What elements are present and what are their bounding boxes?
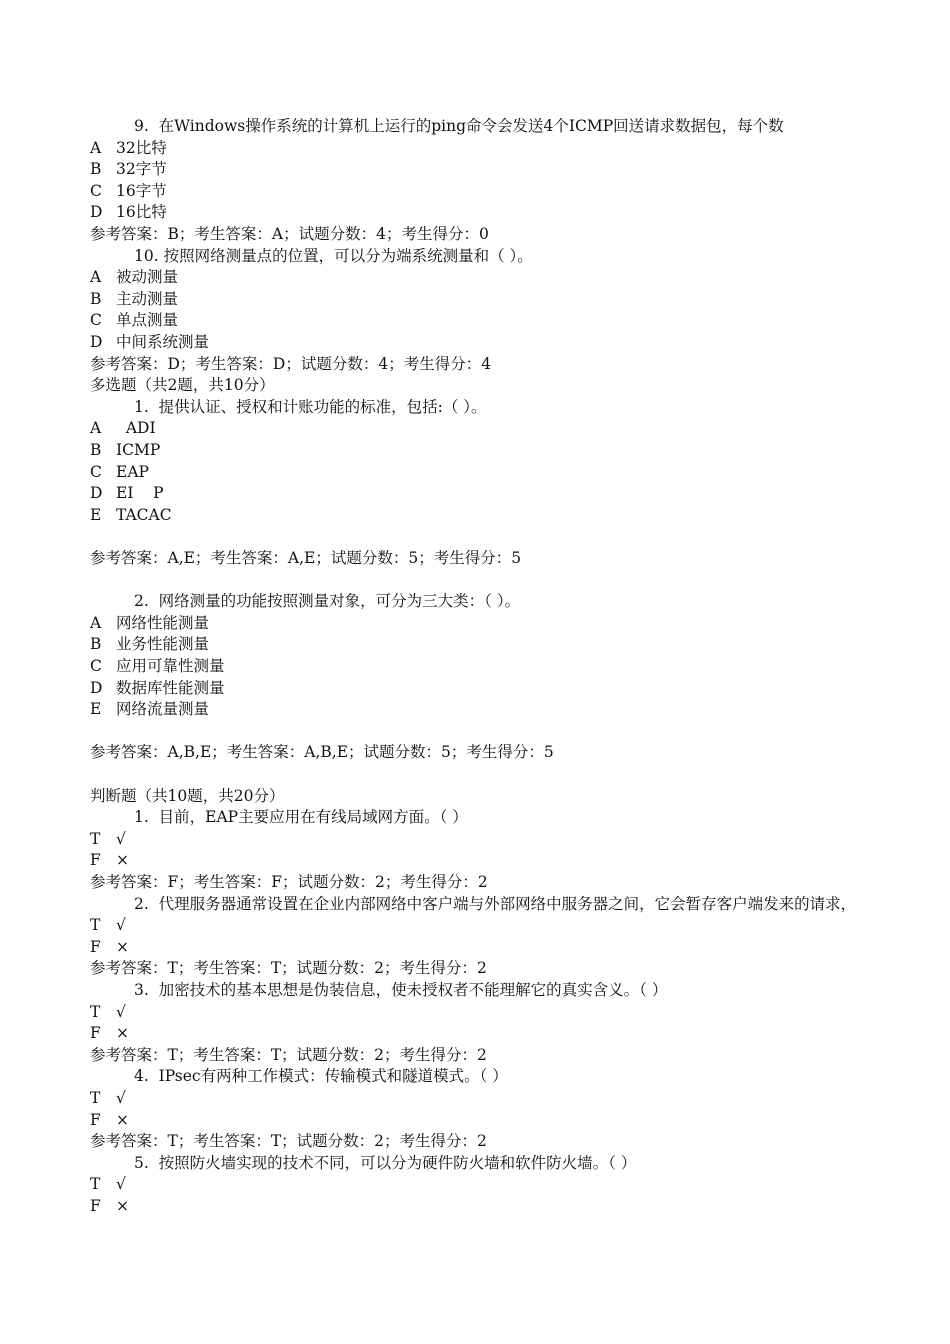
option-key: D [90,484,103,503]
option-text: 业务性能测量 [116,635,210,654]
option-row [90,634,209,654]
option-row [90,1002,126,1022]
option-text: √ [116,1089,126,1107]
option-text: ICMP [116,441,161,459]
option-row [90,1023,129,1043]
question-text [134,116,784,136]
option-key: B [90,635,102,654]
line-text: 判断题（共10题，共20分） [90,786,285,805]
option-row [90,699,209,719]
option-row [90,1088,126,1108]
option-row [90,1174,126,1194]
option-row [90,656,225,676]
option-text: 32比特 [116,138,167,157]
section-heading [90,375,275,395]
line-text: 2. 代理服务器通常设置在企业内部网络中客户端与外部网络中服务器之间，它会暂存客户端发来的请求， [134,894,857,913]
option-key: D [90,203,103,222]
line-text: 参考答案：A,E；考生答案：A,E；试题分数：5；考生得分：5 [90,549,522,567]
option-key: F [90,851,101,870]
option-key: T [90,916,101,935]
question-text [134,894,856,914]
option-key: A [90,138,102,157]
answer-line [90,1131,487,1151]
option-text: EI P [116,484,164,503]
option-key: T [90,1002,101,1021]
option-key: C [90,657,102,675]
option-row [90,678,225,698]
option-text: 应用可靠性测量 [116,657,225,675]
option-text: √ [116,1175,126,1194]
option-key: T [90,1089,101,1107]
option-text: × [116,937,129,956]
option-row [90,440,160,460]
option-row [90,332,209,352]
option-text: 网络性能测量 [116,613,210,632]
option-text: EAP [116,462,149,481]
option-text: 网络流量测量 [116,700,210,719]
question-text [134,591,520,611]
question-text [134,1066,508,1086]
option-key: C [90,181,102,200]
line-text: 参考答案：T；考生答案：T；试题分数：2；考生得分：2 [90,1132,487,1151]
option-row [90,937,129,957]
option-text: 被动测量 [116,268,179,287]
option-text: 32字节 [116,160,167,179]
option-row [90,159,167,179]
line-text: 2. 网络测量的功能按照测量对象，可分为三大类：（ ）。 [134,592,521,611]
answer-line [90,224,489,244]
option-text: √ [116,829,126,848]
option-key: D [90,678,103,697]
line-text: 多选题（共2题，共10分） [90,376,275,395]
line-text: 参考答案：F；考生答案：F；试题分数：2；考生得分：2 [90,873,488,891]
option-key: E [90,700,102,719]
line-text: 参考答案：A,B,E；考生答案：A,B,E；试题分数：5；考生得分：5 [90,743,554,762]
option-row [90,1110,129,1130]
option-text: × [116,1024,129,1043]
option-text: × [116,1197,129,1215]
question-text [134,1153,636,1173]
option-row [90,850,129,870]
option-row [90,505,172,525]
section-heading [90,786,284,806]
question-text [134,397,487,417]
answer-line [90,872,488,892]
line-text: 3. 加密技术的基本思想是伪装信息，使未授权者不能理解它的真实含义。（ ） [134,981,668,999]
option-row [90,310,178,330]
option-key: F [90,937,101,956]
option-text: √ [116,1002,126,1021]
question-text [134,980,667,1000]
option-text: ADI [116,419,156,438]
option-row [90,915,126,935]
option-row [90,829,126,849]
line-text: 4. IPsec有两种工作模式：传输模式和隧道模式。（ ） [134,1067,508,1086]
option-text: × [116,1110,129,1129]
option-text: × [116,851,129,870]
option-row [90,181,167,201]
line-text: 参考答案：B；考生答案：A；试题分数：4；考生得分：0 [90,225,489,243]
option-key: E [90,505,102,524]
option-row [90,418,156,438]
option-key: F [90,1024,101,1043]
option-text: TACAC [116,505,172,524]
answer-line [90,548,521,568]
option-key: A [90,613,102,632]
line-text: 1. 提供认证、授权和计账功能的标准，包括:（ ）。 [134,397,487,416]
option-row [90,267,178,287]
option-key: T [90,1175,101,1194]
answer-line [90,958,487,978]
option-row [90,289,178,309]
option-text: 中间系统测量 [116,333,210,351]
option-row [90,202,167,222]
option-row [90,483,164,503]
option-key: F [90,1110,101,1129]
option-text: 16比特 [116,203,167,222]
option-key: B [90,441,102,459]
option-key: C [90,311,102,330]
answer-line [90,1045,487,1065]
option-key: B [90,289,102,308]
option-key: A [90,268,102,287]
line-text: 参考答案：D；考生答案：D；试题分数：4；考生得分：4 [90,354,492,373]
line-text: 1. 目前，EAP主要应用在有线局域网方面。（ ） [134,808,468,827]
option-row [90,1196,129,1216]
option-text: 16字节 [116,181,167,200]
option-key: D [90,333,103,351]
answer-line [90,742,554,762]
option-row [90,613,209,633]
line-text: 参考答案：T；考生答案：T；试题分数：2；考生得分：2 [90,959,487,978]
option-key: C [90,462,102,481]
option-key: F [90,1197,101,1215]
option-row [90,138,167,158]
line-text: 参考答案：T；考生答案：T；试题分数：2；考生得分：2 [90,1045,487,1064]
option-key: B [90,160,102,179]
line-text: 10. 按照网络测量点的位置，可以分为端系统测量和（ ）。 [134,246,533,265]
option-text: 数据库性能测量 [116,678,225,697]
option-text: 主动测量 [116,289,179,308]
option-row [90,462,149,482]
option-key: A [90,419,102,438]
option-text: √ [116,916,126,935]
answer-line [90,354,491,374]
line-text: 9. 在Windows操作系统的计算机上运行的ping命令会发送4个ICMP回送请求数据包，每个数 [134,117,784,135]
option-key: T [90,829,101,848]
question-text [134,807,468,827]
question-text [134,246,533,266]
option-text: 单点测量 [116,311,179,330]
line-text: 5. 按照防火墙实现的技术不同，可以分为硬件防火墙和软件防火墙。（ ） [134,1153,637,1172]
